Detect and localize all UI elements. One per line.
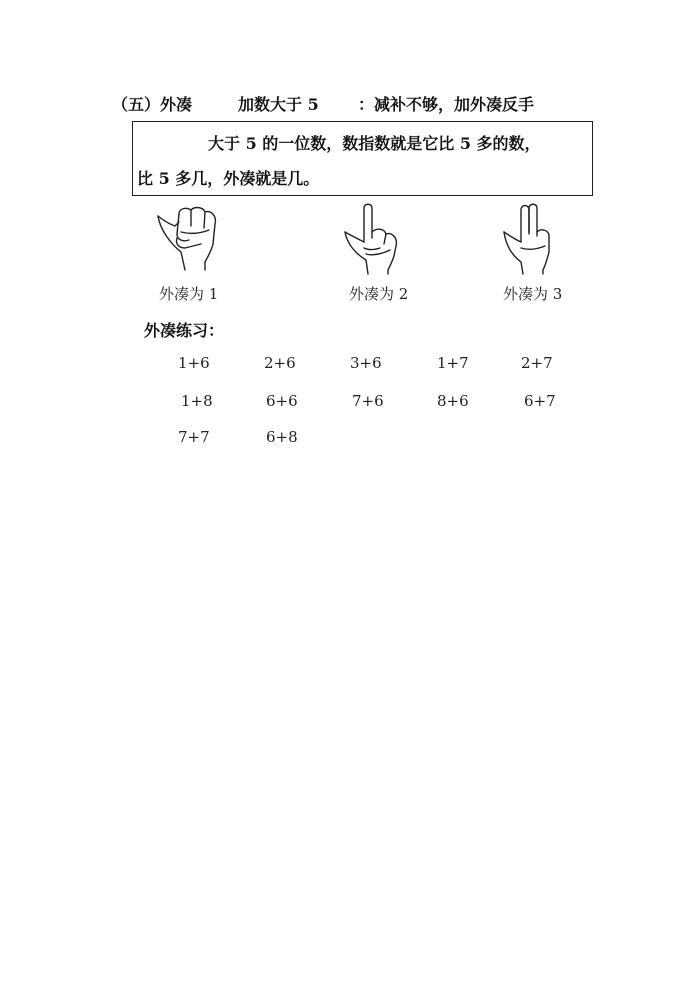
exercise-item: 1+8	[181, 392, 213, 410]
exercise-item: 7+7	[178, 428, 210, 446]
exercise-item: 6+8	[266, 428, 298, 446]
exercise-item: 8+6	[437, 392, 469, 410]
exercise-item: 3+6	[350, 354, 382, 372]
exercise-item: 7+6	[352, 392, 384, 410]
one-finger-hand-icon	[342, 202, 404, 276]
rule-label: ：减补不够，加外凑反手	[358, 95, 535, 114]
exercise-item: 2+7	[521, 354, 553, 372]
exercise-item: 1+7	[437, 354, 469, 372]
hand-caption-2: 外凑为 2	[349, 285, 409, 303]
fist-hand-icon	[155, 204, 221, 276]
exercise-item: 6+6	[266, 392, 298, 410]
exercise-item: 6+7	[524, 392, 556, 410]
section-title: （五）外凑	[112, 95, 193, 114]
practice-title: 外凑练习：	[144, 321, 225, 340]
hand-caption-1: 外凑为 1	[159, 285, 219, 303]
exercise-item: 1+6	[178, 354, 210, 372]
two-finger-hand-icon	[501, 202, 559, 276]
hand-caption-3: 外凑为 3	[503, 285, 563, 303]
exercise-item: 2+6	[264, 354, 296, 372]
rule-text-line-2: 比 5 多几，外凑就是几。	[137, 169, 320, 188]
rule-text-line-1: 大于 5 的一位数，数指数就是它比 5 多的数，	[208, 134, 541, 153]
condition-label: 加数大于 5	[238, 95, 319, 114]
